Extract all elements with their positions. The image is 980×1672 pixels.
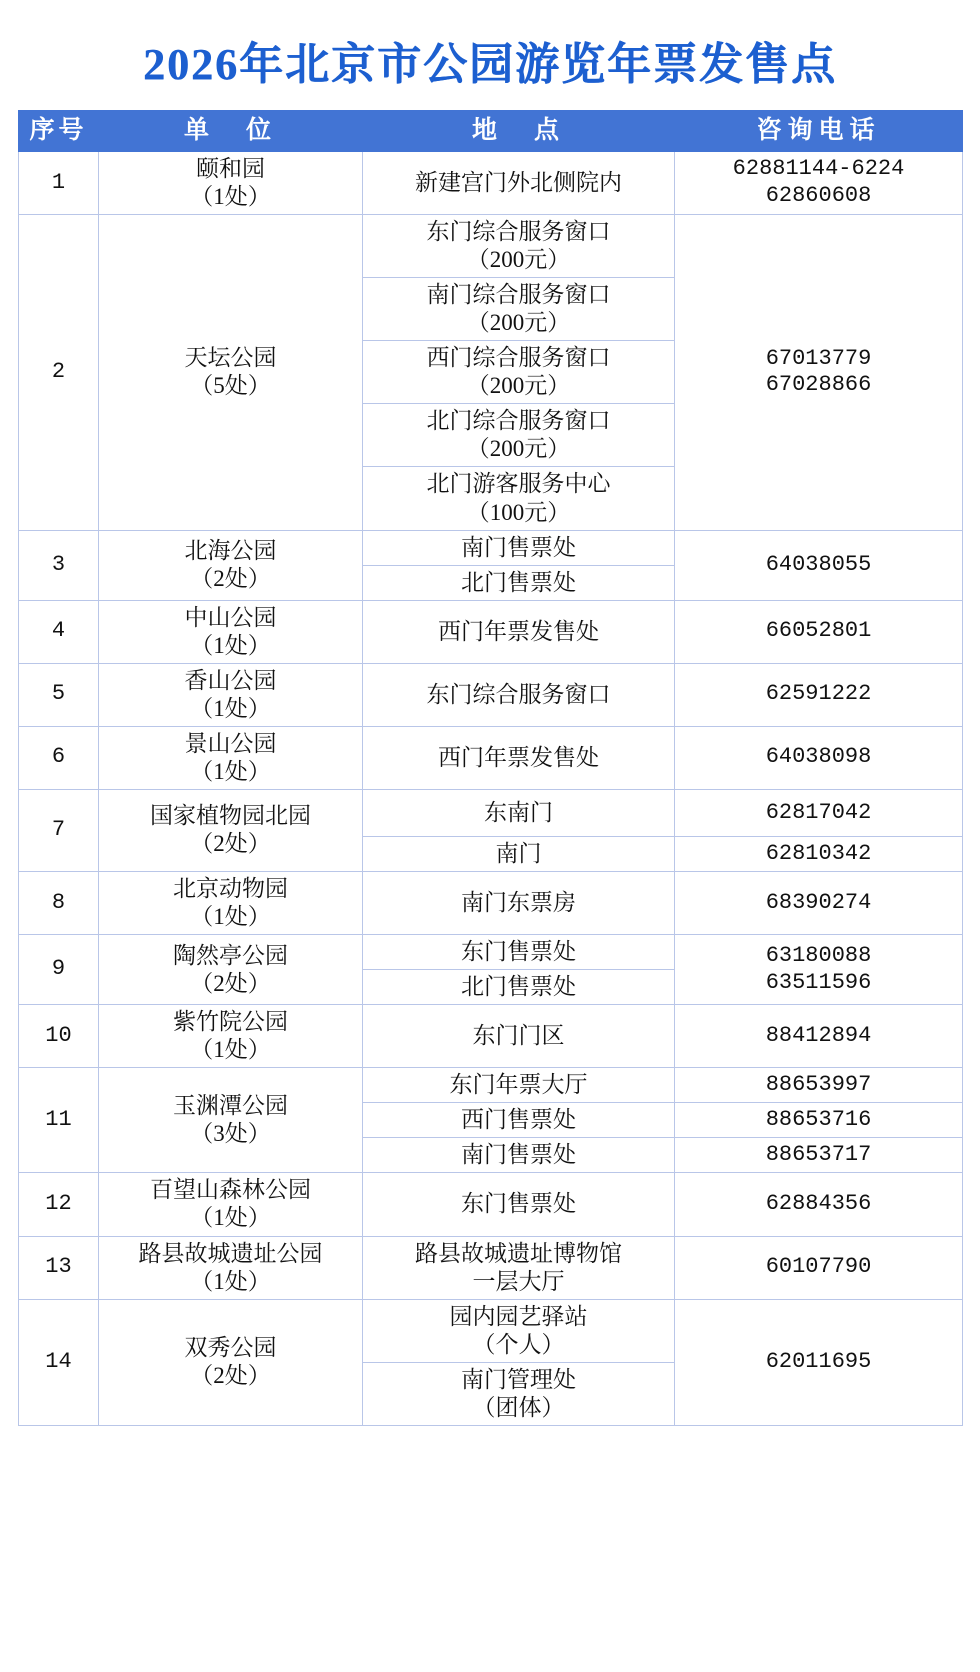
cell-location: 东门年票大厅 — [363, 1068, 675, 1103]
column-header-location: 地 点 — [363, 111, 675, 152]
table-row — [19, 1173, 963, 1236]
cell-index: 11 — [19, 1068, 99, 1173]
table-header — [19, 111, 963, 152]
cell-phone: 63180088 63511596 — [675, 935, 963, 1005]
table-row — [19, 871, 963, 934]
cell-phone: 62817042 — [675, 789, 963, 836]
table-row — [19, 789, 963, 836]
cell-location: 北门综合服务窗口 （200元） — [363, 404, 675, 467]
cell-location: 南门 — [363, 836, 675, 871]
cell-location: 路县故城遗址博物馆 一层大厅 — [363, 1236, 675, 1299]
table-row — [19, 1299, 963, 1362]
cell-index: 7 — [19, 789, 99, 871]
cell-location: 东门售票处 — [363, 935, 675, 970]
table-header-row — [19, 111, 963, 152]
cell-phone: 88653997 — [675, 1068, 963, 1103]
cell-location: 东门门区 — [363, 1005, 675, 1068]
cell-location: 东门综合服务窗口 — [363, 663, 675, 726]
cell-unit: 双秀公园 （2处） — [99, 1299, 363, 1425]
cell-unit: 北京动物园 （1处） — [99, 871, 363, 934]
cell-phone: 62591222 — [675, 663, 963, 726]
cell-index: 9 — [19, 935, 99, 1005]
cell-index: 3 — [19, 530, 99, 600]
table-row — [19, 600, 963, 663]
cell-location: 西门综合服务窗口 （200元） — [363, 341, 675, 404]
cell-location: 西门年票发售处 — [363, 726, 675, 789]
cell-location: 北门游客服务中心 （100元） — [363, 467, 675, 530]
table-row — [19, 1236, 963, 1299]
table-row — [19, 1005, 963, 1068]
cell-index: 14 — [19, 1299, 99, 1425]
table-body — [19, 152, 963, 1426]
cell-index: 5 — [19, 663, 99, 726]
cell-unit: 陶然亭公园 （2处） — [99, 935, 363, 1005]
cell-unit: 路县故城遗址公园 （1处） — [99, 1236, 363, 1299]
column-header-index: 序号 — [19, 111, 99, 152]
table-row — [19, 530, 963, 565]
cell-location: 西门售票处 — [363, 1103, 675, 1138]
cell-index: 13 — [19, 1236, 99, 1299]
cell-location: 南门售票处 — [363, 1138, 675, 1173]
annual-pass-sales-table — [18, 110, 963, 1426]
cell-index: 2 — [19, 215, 99, 530]
cell-unit: 玉渊潭公园 （3处） — [99, 1068, 363, 1173]
cell-phone: 66052801 — [675, 600, 963, 663]
cell-phone: 68390274 — [675, 871, 963, 934]
cell-location: 东南门 — [363, 789, 675, 836]
cell-location: 园内园艺驿站 （个人） — [363, 1299, 675, 1362]
cell-phone: 62810342 — [675, 836, 963, 871]
cell-location: 南门综合服务窗口 （200元） — [363, 278, 675, 341]
table-row — [19, 726, 963, 789]
cell-unit: 景山公园 （1处） — [99, 726, 363, 789]
cell-index: 12 — [19, 1173, 99, 1236]
cell-index: 6 — [19, 726, 99, 789]
cell-unit: 紫竹院公园 （1处） — [99, 1005, 363, 1068]
cell-index: 10 — [19, 1005, 99, 1068]
column-header-phone: 咨询电话 — [675, 111, 963, 152]
column-header-unit: 单 位 — [99, 111, 363, 152]
cell-phone: 88653716 — [675, 1103, 963, 1138]
page-title: 2026年北京市公园游览年票发售点 — [143, 40, 837, 89]
cell-location: 新建宫门外北侧院内 — [363, 152, 675, 215]
cell-index: 8 — [19, 871, 99, 934]
table-row — [19, 1068, 963, 1103]
cell-index: 1 — [19, 152, 99, 215]
cell-location: 东门综合服务窗口 （200元） — [363, 215, 675, 278]
cell-location: 北门售票处 — [363, 970, 675, 1005]
table-row — [19, 215, 963, 278]
cell-phone: 62011695 — [675, 1299, 963, 1425]
cell-unit: 北海公园 （2处） — [99, 530, 363, 600]
cell-unit: 国家植物园北园 （2处） — [99, 789, 363, 871]
cell-phone: 64038098 — [675, 726, 963, 789]
table-row — [19, 663, 963, 726]
cell-unit: 颐和园 （1处） — [99, 152, 363, 215]
cell-unit: 百望山森林公园 （1处） — [99, 1173, 363, 1236]
cell-location: 北门售票处 — [363, 565, 675, 600]
cell-location: 南门管理处 （团体） — [363, 1362, 675, 1425]
cell-unit: 香山公园 （1处） — [99, 663, 363, 726]
cell-location: 南门东票房 — [363, 871, 675, 934]
cell-phone: 88653717 — [675, 1138, 963, 1173]
cell-phone: 60107790 — [675, 1236, 963, 1299]
table-row — [19, 152, 963, 215]
cell-unit: 中山公园 （1处） — [99, 600, 363, 663]
cell-location: 南门售票处 — [363, 530, 675, 565]
cell-phone: 64038055 — [675, 530, 963, 600]
table-row — [19, 935, 963, 970]
cell-phone: 88412894 — [675, 1005, 963, 1068]
cell-index: 4 — [19, 600, 99, 663]
cell-phone: 62881144-6224 62860608 — [675, 152, 963, 215]
cell-location: 西门年票发售处 — [363, 600, 675, 663]
cell-unit: 天坛公园 （5处） — [99, 215, 363, 530]
cell-location: 东门售票处 — [363, 1173, 675, 1236]
cell-phone: 62884356 — [675, 1173, 963, 1236]
cell-phone: 67013779 67028866 — [675, 215, 963, 530]
